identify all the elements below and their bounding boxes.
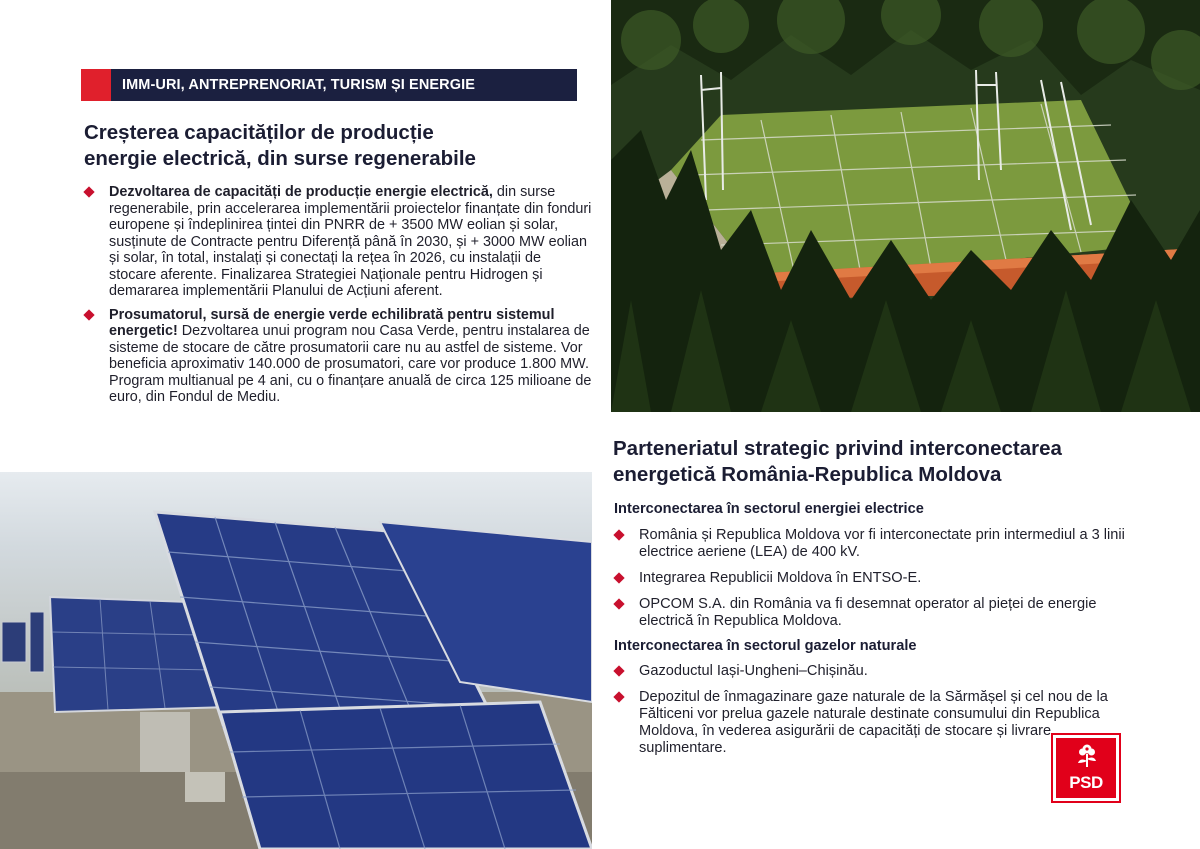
main-title-line2: energie electrică, din surse regenerabile	[84, 147, 476, 170]
section-banner-label: IMM-URI, ANTREPRENORIAT, TURISM ȘI ENERGIE	[122, 77, 476, 93]
list-item	[614, 663, 1134, 680]
partnership-title-line2: energetică România-Republica Moldova	[613, 463, 1002, 486]
bullet-text: OPCOM S.A. din România va fi desemnat operator al pieței de energie electrică în Republica Moldova.	[639, 596, 1097, 629]
logo-text: PSD	[1069, 773, 1103, 792]
partnership-title-line1: Parteneriatul strategic privind interconectarea	[613, 437, 1062, 460]
list-item	[614, 596, 1134, 630]
bullet-text: Dezvoltarea unui program nou Casa Verde, pentru instalarea de sisteme de stocare de către prosumatorii care nu au astfel de sisteme. Vor beneficia aproximativ 140.000 de prosumatori, care vor produce 1.800 MW. Program multianual pe 4 ani, cu o finanțare anuală de circa 125 milioane de euro, din Fondul de Mediu.	[109, 323, 592, 405]
psd-logo	[1053, 735, 1119, 801]
bullet-diamond-icon	[613, 598, 624, 609]
bullet-text: Depozitul de înmagazinare gaze naturale de la Sărmășel și cel nou de la Fălticeni vor prelua gazele naturale destinate consumului din Republica Moldova, în vederea asigurării de capacități de stocare și livrare suplimentare.	[639, 689, 1108, 756]
bullet-diamond-icon	[83, 309, 94, 320]
electric-bullet-list	[614, 527, 1134, 639]
subheading-electric: Interconectarea în sectorul energiei electrice	[614, 501, 924, 517]
bullet-diamond-icon	[613, 572, 624, 583]
bullet-text: Integrarea Republicii Moldova în ENTSO-E.	[639, 570, 922, 586]
bullet-text: din surse regenerabile, prin accelerarea implementării proiectelor finanțate din fonduri europene și îndeplinirea țintei din PNRR de + 3500 MW eolian și solar, susținute de Contracte pentru Diferență până în 2030, și + 3000 MW eolian și solar, în total, instalați și conectați la rețea în 2026, cu instalații de stocare aferente. Finalizarea Strategiei Naționale pentru Hidrogen și demararea implementării Planului de Acțiuni aferent.	[109, 184, 592, 299]
substation-photo	[611, 0, 1200, 412]
left-bullet-list	[84, 184, 592, 413]
bullet-text: Gazoductul Iași-Ungheni–Chișinău.	[639, 663, 868, 679]
bullet-bold-text: Prosumatorul, sursă de energie verde echilibrată pentru sistemul energetic!	[109, 306, 555, 339]
list-item	[614, 570, 1134, 587]
main-title-line1: Creșterea capacităților de producție	[84, 121, 434, 144]
bullet-bold-text: Dezvoltarea de capacități de producție energie electrică,	[109, 184, 493, 200]
list-item	[84, 307, 592, 406]
list-item	[614, 527, 1134, 561]
bullet-diamond-icon	[613, 529, 624, 540]
banner-accent	[81, 69, 111, 101]
solar-panels-photo	[0, 472, 592, 849]
subheading-gas: Interconectarea în sectorul gazelor naturale	[614, 638, 917, 654]
section-banner	[81, 69, 577, 101]
partnership-title	[613, 436, 1173, 488]
bullet-diamond-icon	[613, 665, 624, 676]
bullet-text: România și Republica Moldova vor fi interconectate prin intermediul a 3 linii electrice aeriene (LEA) de 400 kV.	[639, 527, 1125, 560]
rose-icon	[1076, 743, 1098, 769]
list-item	[84, 184, 592, 300]
bullet-diamond-icon	[83, 186, 94, 197]
bullet-diamond-icon	[613, 691, 624, 702]
main-title	[84, 120, 584, 172]
